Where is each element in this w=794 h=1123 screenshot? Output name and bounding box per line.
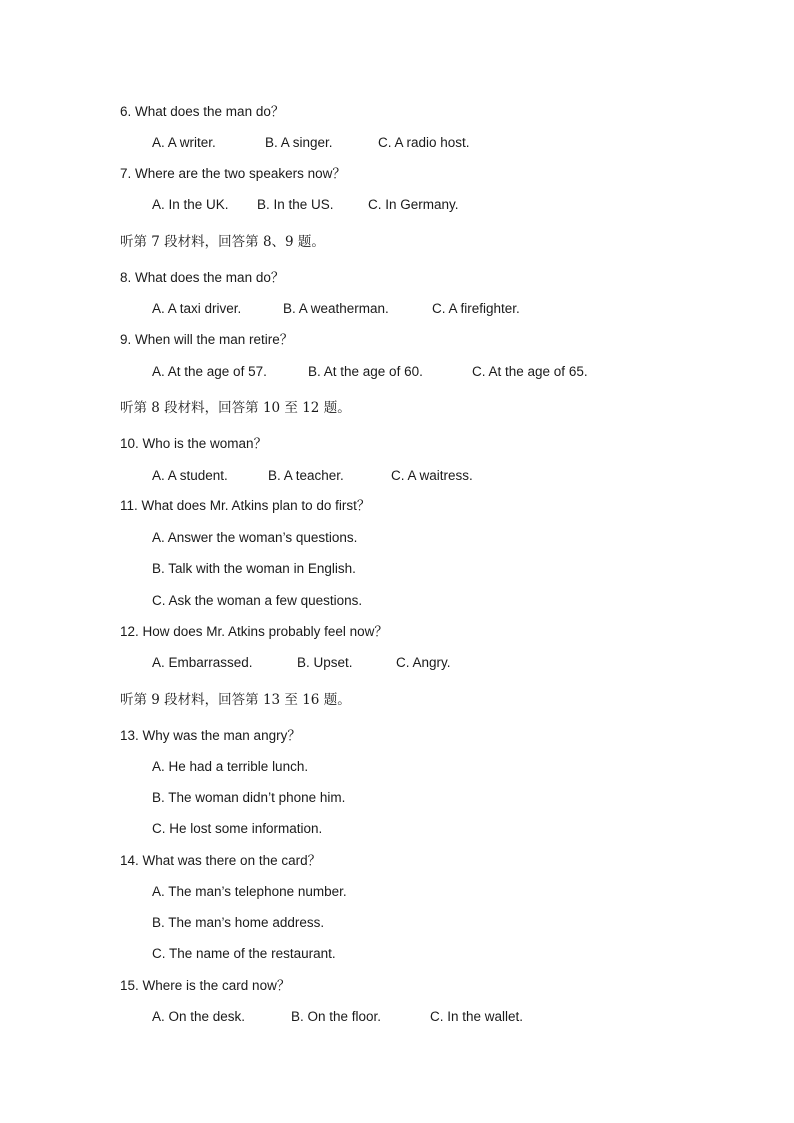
option-13b: B. The woman didn’t phone him. [152,790,346,805]
question-14: 14. What was there on the card？ [120,853,322,868]
option-8c: C. A firefighter. [432,301,520,316]
option-15a: A. On the desk. [152,1009,246,1024]
option-12b: B. Upset. [297,655,353,670]
option-13c: C. He lost some information. [152,821,323,836]
option-10b: B. A teacher. [268,468,344,483]
question-10: 10. Who is the woman？ [120,436,268,451]
option-15c: C. In the wallet. [430,1009,524,1024]
option-14a: A. The man’s telephone number. [152,884,347,899]
question-6: 6. What does the man do？ [120,104,285,119]
option-9b: B. At the age of 60. [308,364,423,379]
option-11b: B. Talk with the woman in English. [152,561,356,576]
option-9c: C. At the age of 65. [472,364,588,379]
option-11c: C. Ask the woman a few questions. [152,593,363,608]
option-8a: A. A taxi driver. [152,301,242,316]
option-11a: A. Answer the woman’s questions. [152,530,358,545]
question-8: 8. What does the man do？ [120,270,285,285]
option-14b: B. The man’s home address. [152,915,325,930]
question-15: 15. Where is the card now？ [120,978,291,993]
question-7: 7. Where are the two speakers now？ [120,166,346,181]
option-13a: A. He had a terrible lunch. [152,759,309,774]
question-12: 12. How does Mr. Atkins probably feel now？ [120,624,388,639]
option-7b: B. In the US. [257,197,334,212]
question-9: 9. When will the man retire？ [120,332,294,347]
option-6c: C. A radio host. [378,135,470,150]
option-6a: A. A writer. [152,135,216,150]
option-10a: A. A student. [152,468,228,483]
option-10c: C. A waitress. [391,468,473,483]
option-9a: A. At the age of 57. [152,364,267,379]
section-heading-7: 听第 7 段材料，回答第 8、9 题。 [120,234,325,250]
option-6b: B. A singer. [265,135,333,150]
section-heading-8: 听第 8 段材料，回答第 10 至 12 题。 [120,400,351,416]
section-heading-9: 听第 9 段材料，回答第 13 至 16 题。 [120,692,351,708]
option-15b: B. On the floor. [291,1009,382,1024]
question-13: 13. Why was the man angry？ [120,728,301,743]
option-8b: B. A weatherman. [283,301,389,316]
option-7a: A. In the UK. [152,197,229,212]
option-7c: C. In Germany. [368,197,459,212]
option-12a: A. Embarrassed. [152,655,253,670]
option-14c: C. The name of the restaurant. [152,946,336,961]
option-12c: C. Angry. [396,655,451,670]
question-11: 11. What does Mr. Atkins plan to do first？ [120,498,371,513]
